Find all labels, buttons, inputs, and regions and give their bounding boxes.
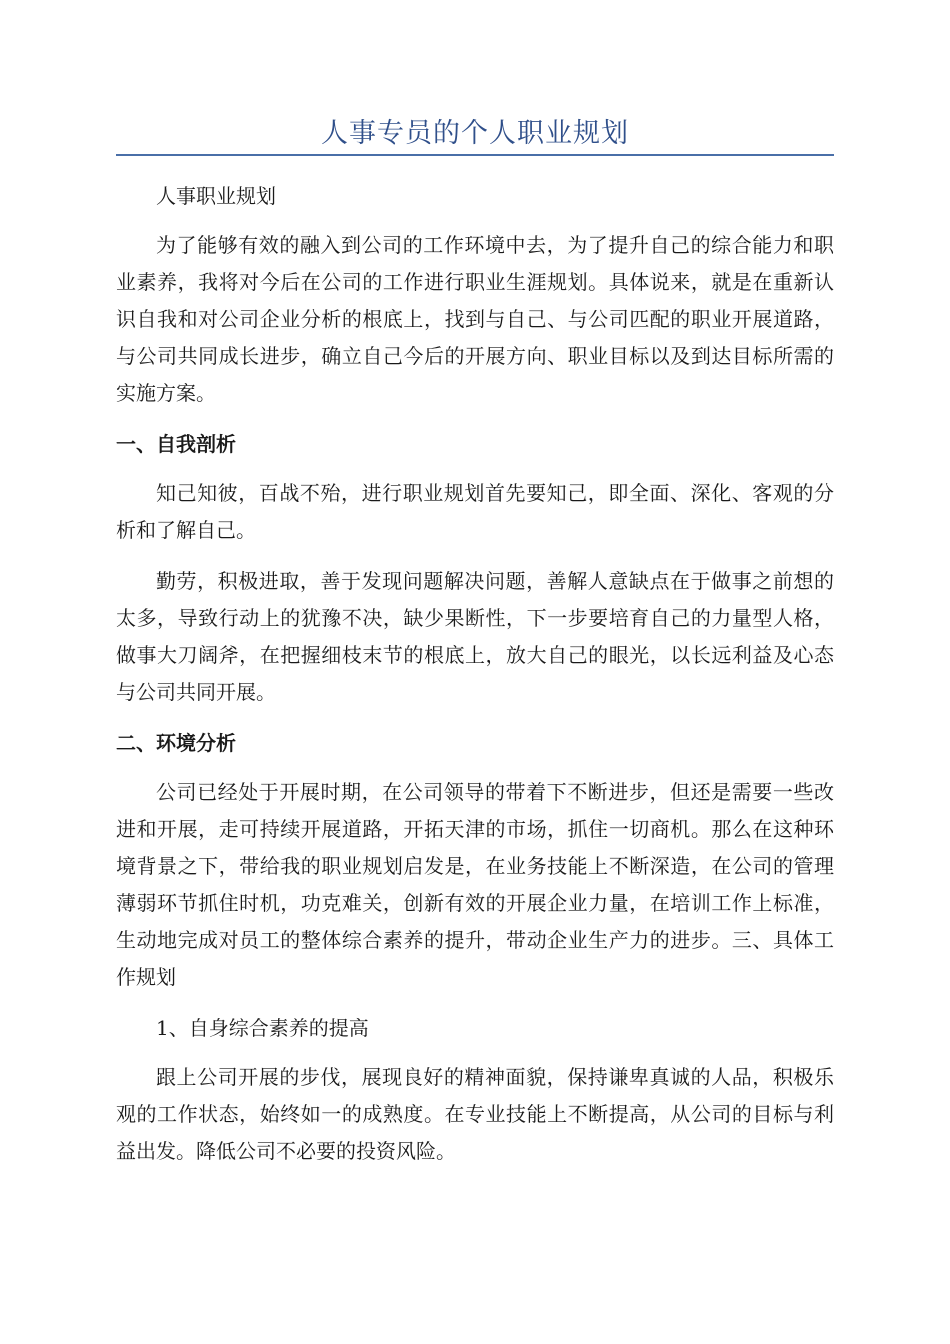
environment-analysis-paragraph: 公司已经处于开展时期，在公司领导的带着下不断进步，但还是需要一些改进和开展，走可持续开展道路，开拓天津的市场，抓住一切商机。那么在这种环境背景之下，带给我的职业规划启发是，在业务技能上不断深造，在公司的管理薄弱环节抓住时机，功克难关，创新有效的开展企业力量，在培训工作上标准，生动地完成对员工的整体综合素养的提升，带动企业生产力的进步。三、具体工作规划 bbox=[116, 780, 834, 989]
self-analysis-paragraph-1: 知己知彼，百战不殆，进行职业规划首先要知己，即全面、深化、客观的分析和了解自己。 bbox=[116, 481, 834, 542]
work-plan-paragraph-1: 跟上公司开展的步伐，展现良好的精神面貌，保持谦卑真诚的人品，积极乐观的工作状态，始终如一的成熟度。在专业技能上不断提高，从公司的目标与利益出发。降低公司不必要的投资风险。 bbox=[116, 1065, 834, 1163]
document-subtitle: 人事职业规划 bbox=[156, 184, 276, 208]
self-analysis-paragraph-2: 勤劳，积极进取，善于发现问题解决问题，善解人意缺点在于做事之前想的太多，导致行动上的犹豫不决，缺少果断性，下一步要培育自己的力量型人格，做事大刀阔斧，在把握细枝末节的根底上，放大自己的眼光，以长远利益及心态与公司共同开展。 bbox=[116, 569, 834, 704]
document-body bbox=[116, 178, 834, 1170]
section-heading-self-analysis: 一、自我剖析 bbox=[116, 432, 236, 456]
intro-paragraph: 为了能够有效的融入到公司的工作环境中去，为了提升自己的综合能力和职业素养，我将对今后在公司的工作进行职业生涯规划。具体说来，就是在重新认识自我和对公司企业分析的根底上，找到与自己、与公司匹配的职业开展道路，与公司共同成长进步，确立自己今后的开展方向、职业目标以及到达目标所需的实施方案。 bbox=[116, 233, 834, 405]
section-heading-environment-analysis: 二、环境分析 bbox=[116, 731, 236, 755]
work-plan-item-1: 1、自身综合素养的提高 bbox=[156, 1016, 369, 1040]
document-title: 人事专员的个人职业规划 bbox=[321, 118, 629, 149]
title-underline bbox=[116, 154, 834, 156]
